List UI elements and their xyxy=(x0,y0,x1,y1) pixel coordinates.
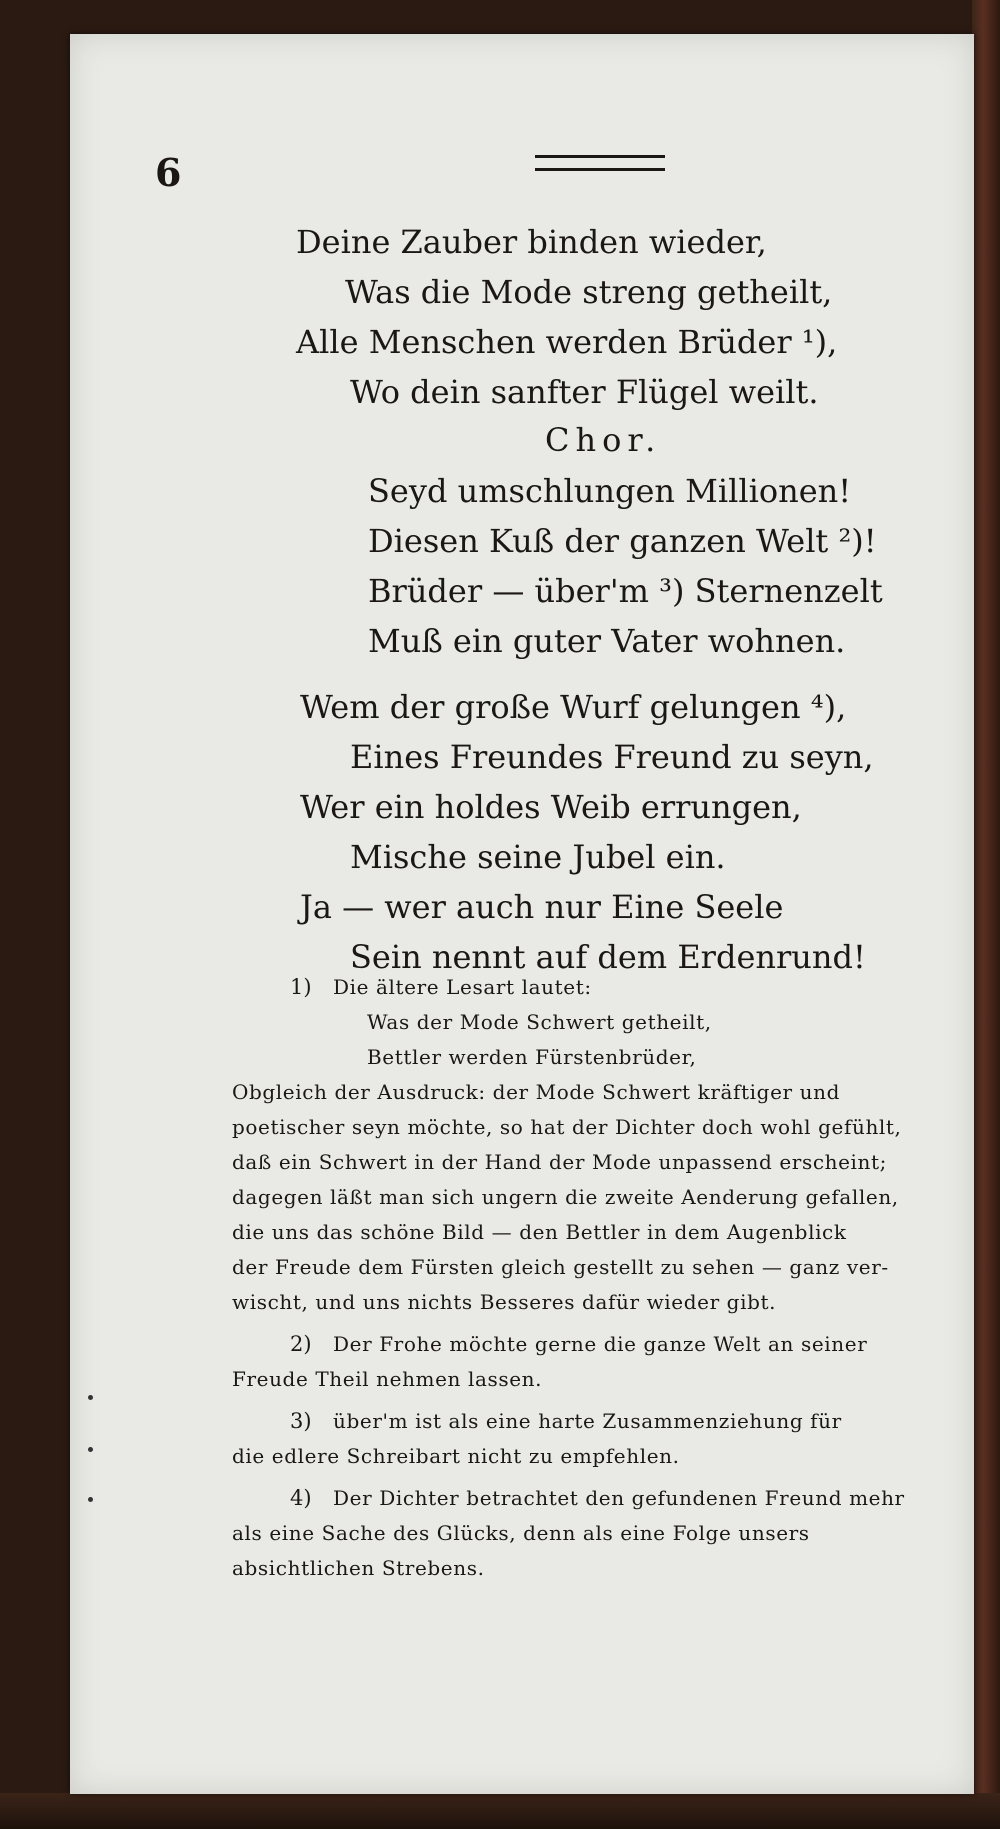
margin-mark xyxy=(88,1447,93,1452)
footnote-1-body-6: der Freude dem Fürsten gleich gestellt zu sehen — ganz ver- xyxy=(232,1255,889,1279)
stanza2-line-5: Ja — wer auch nur Eine Seele xyxy=(300,888,784,926)
chor-heading: Chor. xyxy=(545,421,662,459)
header-rule xyxy=(535,155,665,171)
footnote-4-line-1: Der Dichter betrachtet den gefundenen Freund mehr xyxy=(333,1486,905,1510)
stanza1-line-3: Alle Menschen werden Brüder ¹), xyxy=(296,323,838,361)
footnote-1-quote-1: Was der Mode Schwert getheilt, xyxy=(367,1010,712,1034)
footnote-3-line-2: die edlere Schreibart nicht zu empfehlen. xyxy=(232,1444,680,1468)
footnote-2-line-1: Der Frohe möchte gerne die ganze Welt an seiner xyxy=(333,1332,868,1356)
margin-mark xyxy=(88,1497,93,1502)
stanza2-line-6: Sein nennt auf dem Erdenrund! xyxy=(350,938,866,976)
footnote-4-line-3: absichtlichen Strebens. xyxy=(232,1556,485,1580)
footnote-1-body-3: daß ein Schwert in der Hand der Mode unpassend erscheint; xyxy=(232,1150,888,1174)
book-edge-bottom xyxy=(0,1793,1000,1829)
footnote-1-label: 1) xyxy=(290,975,312,999)
footnote-4-line-2: als eine Sache des Glücks, denn als eine Folge unsers xyxy=(232,1521,810,1545)
footnote-1-body-5: die uns das schöne Bild — den Bettler in dem Augenblick xyxy=(232,1220,847,1244)
stanza2-line-3: Wer ein holdes Weib errungen, xyxy=(300,788,802,826)
footnote-1-body-7: wischt, und uns nichts Besseres dafür wieder gibt. xyxy=(232,1290,777,1314)
stanza2-line-2: Eines Freundes Freund zu seyn, xyxy=(350,738,874,776)
chor-line-4: Muß ein guter Vater wohnen. xyxy=(368,622,846,660)
footnote-1-intro: Die ältere Lesart lautet: xyxy=(333,975,592,999)
footnote-2-line-2: Freude Theil nehmen lassen. xyxy=(232,1367,543,1391)
chor-line-3: Brüder — über'm ³) Sternenzelt xyxy=(368,572,883,610)
footnote-1-quote-2: Bettler werden Fürstenbrüder, xyxy=(367,1045,697,1069)
stanza2-line-1: Wem der große Wurf gelungen ⁴), xyxy=(300,688,847,726)
margin-mark xyxy=(88,1395,93,1400)
book-edge-right xyxy=(972,0,1000,1829)
stanza1-line-1: Deine Zauber binden wieder, xyxy=(296,223,767,261)
footnote-2-label: 2) xyxy=(290,1332,312,1356)
page-number: 6 xyxy=(155,150,182,195)
chor-line-1: Seyd umschlungen Millionen! xyxy=(368,472,852,510)
stanza1-line-2: Was die Mode streng getheilt, xyxy=(345,273,833,311)
footnote-3-label: 3) xyxy=(290,1409,312,1433)
stanza2-line-4: Mische seine Jubel ein. xyxy=(350,838,726,876)
footnote-1-body-2: poetischer seyn möchte, so hat der Dichter doch wohl gefühlt, xyxy=(232,1115,902,1139)
footnote-1-body-4: dagegen läßt man sich ungern die zweite Aenderung gefallen, xyxy=(232,1185,899,1209)
footnote-3-line-1: über'm ist als eine harte Zusammenziehung für xyxy=(333,1409,842,1433)
chor-line-2: Diesen Kuß der ganzen Welt ²)! xyxy=(368,522,877,560)
stanza1-line-4: Wo dein sanfter Flügel weilt. xyxy=(350,373,819,411)
footnote-4-label: 4) xyxy=(290,1486,312,1510)
footnote-1-body-1: Obgleich der Ausdruck: der Mode Schwert kräftiger und xyxy=(232,1080,841,1104)
